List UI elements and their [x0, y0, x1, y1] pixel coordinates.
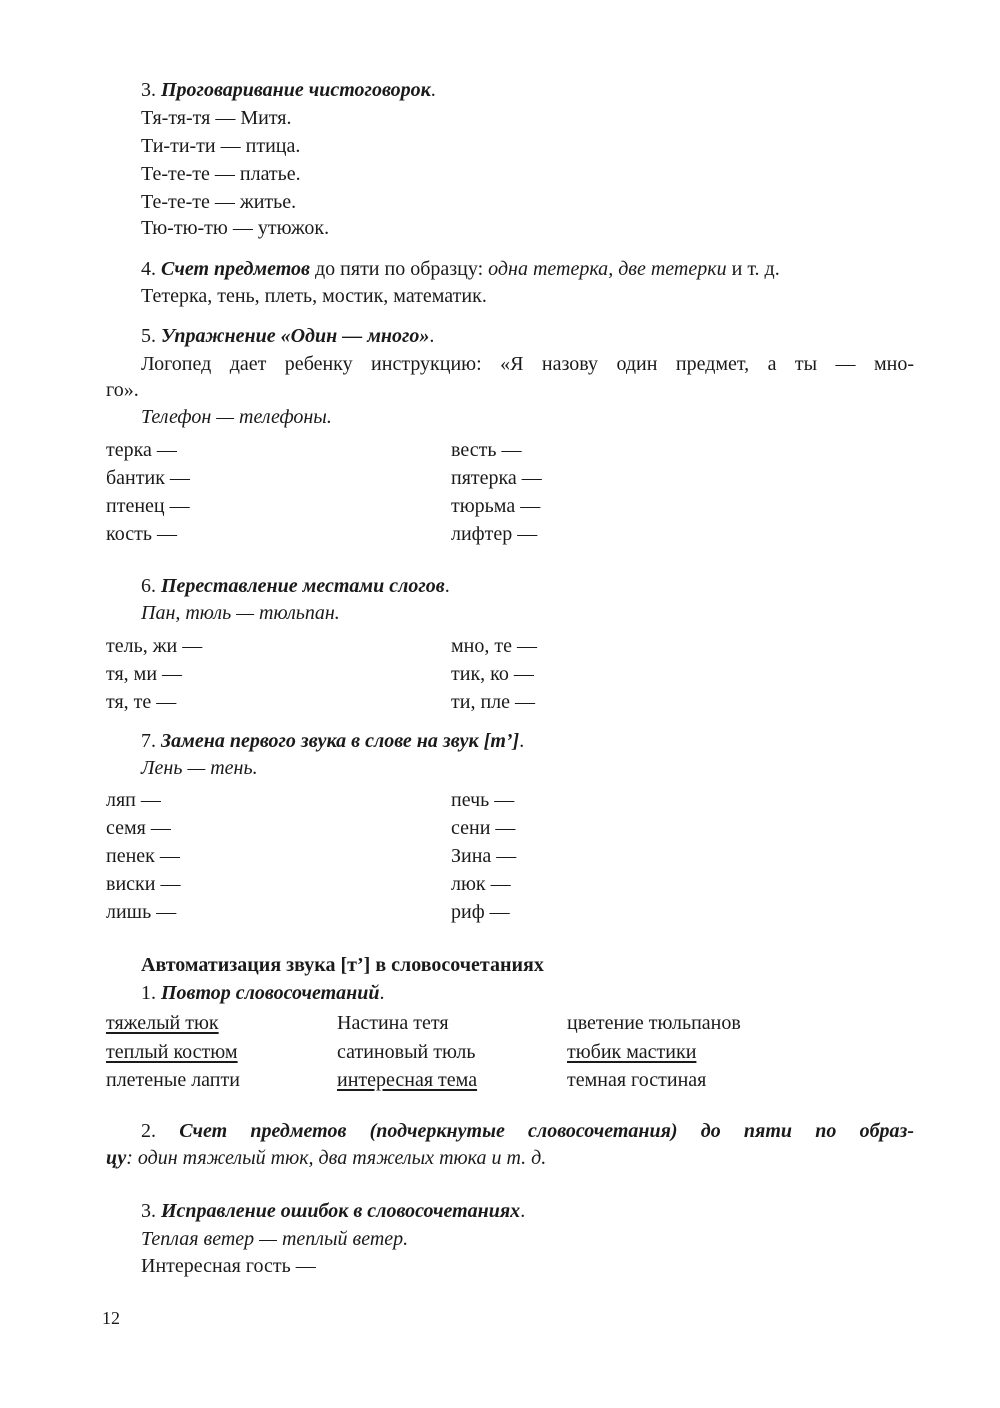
section6-heading: [141, 576, 450, 596]
section4-text-end: и т. д.: [726, 258, 780, 280]
exercise1-title: Повтор словосочетаний: [161, 982, 380, 1004]
section4-title: Счет предметов: [161, 258, 310, 280]
syllable-item: тель, жи —: [106, 635, 203, 657]
exercise2-title: Счет предметов (подчеркнутые словосочетания) до пяти по образ-: [179, 1120, 915, 1142]
word-item: лишь —: [106, 901, 177, 923]
word-item: ляп —: [106, 789, 161, 811]
section5-instruction-end: го».: [106, 379, 139, 401]
page-number: 12: [102, 1308, 120, 1328]
tongue-twister-line: Те-те-те — платье.: [141, 163, 301, 185]
exercise2-example: : один тяжелый тюк, два тяжелых тюка и т. д.: [126, 1147, 547, 1169]
exercise3-line: Интересная гость —: [141, 1255, 316, 1277]
section7-heading: [141, 731, 524, 751]
phrase: сатиновый тюль: [337, 1041, 476, 1063]
word-item: семя —: [106, 817, 171, 839]
phrase-underlined: тяжелый тюк: [106, 1012, 219, 1034]
section6-title: Переставление местами слогов: [161, 575, 445, 597]
section5-end: .: [429, 325, 435, 347]
phrase: цветение тюльпанов: [567, 1012, 741, 1034]
exercise2-continuation: [106, 1148, 546, 1168]
tongue-twister-line: Тя-тя-тя — Митя.: [141, 107, 292, 129]
phrase-underlined: интересная тема: [337, 1069, 478, 1091]
section7-title: Замена первого звука в слове на звук [т’]: [161, 730, 520, 752]
section7-end: .: [519, 730, 525, 752]
word-item: лифтер —: [451, 523, 538, 545]
section5-number: 5.: [141, 325, 156, 347]
exercise3-heading: [141, 1201, 525, 1221]
word-item: тюрьма —: [451, 495, 541, 517]
phrase: темная гостиная: [567, 1069, 707, 1091]
section4-text: до пяти по образцу:: [309, 258, 489, 280]
exercise2-heading: [141, 1121, 914, 1141]
word-item: кость —: [106, 523, 177, 545]
word-item: бантик —: [106, 467, 190, 489]
exercise3-example: Теплая ветер — теплый ветер.: [141, 1228, 409, 1250]
section4-number: 4.: [141, 258, 156, 280]
syllable-item: тя, ми —: [106, 663, 183, 685]
section4-example-1: одна тетерка: [488, 258, 609, 280]
syllable-item: тя, те —: [106, 691, 177, 713]
exercise1-heading: [141, 983, 384, 1003]
section6-end: .: [444, 575, 450, 597]
word-item: птенец —: [106, 495, 190, 517]
phrase: Настина тетя: [337, 1012, 449, 1034]
tongue-twister-line: Те-те-те — житье.: [141, 191, 297, 213]
word-item: пенек —: [106, 845, 180, 867]
syllable-item: ти, пле —: [451, 691, 536, 713]
section6-example: Пан, тюль — тюльпан.: [141, 602, 340, 624]
word-item: терка —: [106, 439, 177, 461]
word-item: виски —: [106, 873, 181, 895]
section3-title: Проговаривание чистоговорок: [161, 79, 431, 101]
exercise1-number: 1.: [141, 982, 156, 1004]
exercise3-end: .: [520, 1200, 526, 1222]
exercise1-end: .: [379, 982, 385, 1004]
phrase-underlined: теплый костюм: [106, 1041, 238, 1063]
section7-example: Лень — тень.: [141, 757, 258, 779]
section4-words: Тетерка, тень, плеть, мостик, математик.: [141, 285, 487, 307]
section5-instruction: Логопед дает ребенку инструкцию: «Я назову один предмет, а ты — мно-: [141, 353, 914, 375]
section4-example-2: две тетерки: [618, 258, 727, 280]
section-heading: Автоматизация звука [т’] в словосочетаниях: [141, 954, 544, 976]
syllable-item: тик, ко —: [451, 663, 534, 685]
exercise2-title-end: цу: [106, 1147, 127, 1169]
section5-heading: [141, 326, 434, 346]
section6-number: 6.: [141, 575, 156, 597]
word-item: печь —: [451, 789, 515, 811]
phrase: плетеные лапти: [106, 1069, 240, 1091]
section3-heading: [141, 80, 436, 100]
word-item: весть —: [451, 439, 522, 461]
phrase-underlined: тюбик мастики: [567, 1041, 697, 1063]
section4-comma: ,: [608, 258, 619, 280]
word-item: сени —: [451, 817, 516, 839]
tongue-twister-line: Ти-ти-ти — птица.: [141, 135, 301, 157]
exercise2-number: 2.: [141, 1120, 156, 1142]
tongue-twister-line: Тю-тю-тю — утюжок.: [141, 217, 330, 239]
syllable-item: мно, те —: [451, 635, 537, 657]
exercise3-number: 3.: [141, 1200, 156, 1222]
word-item: Зина —: [451, 845, 517, 867]
word-item: люк —: [451, 873, 511, 895]
exercise3-title: Исправление ошибок в словосочетаниях: [161, 1200, 521, 1222]
section3-number: 3.: [141, 79, 156, 101]
section5-title: Упражнение «Один — много»: [161, 325, 430, 347]
word-item: пятерка —: [451, 467, 542, 489]
section5-example: Телефон — телефоны.: [141, 406, 332, 428]
section4-heading: [141, 259, 780, 279]
section3-end: .: [430, 79, 436, 101]
word-item: риф —: [451, 901, 510, 923]
section7-number: 7.: [141, 730, 156, 752]
